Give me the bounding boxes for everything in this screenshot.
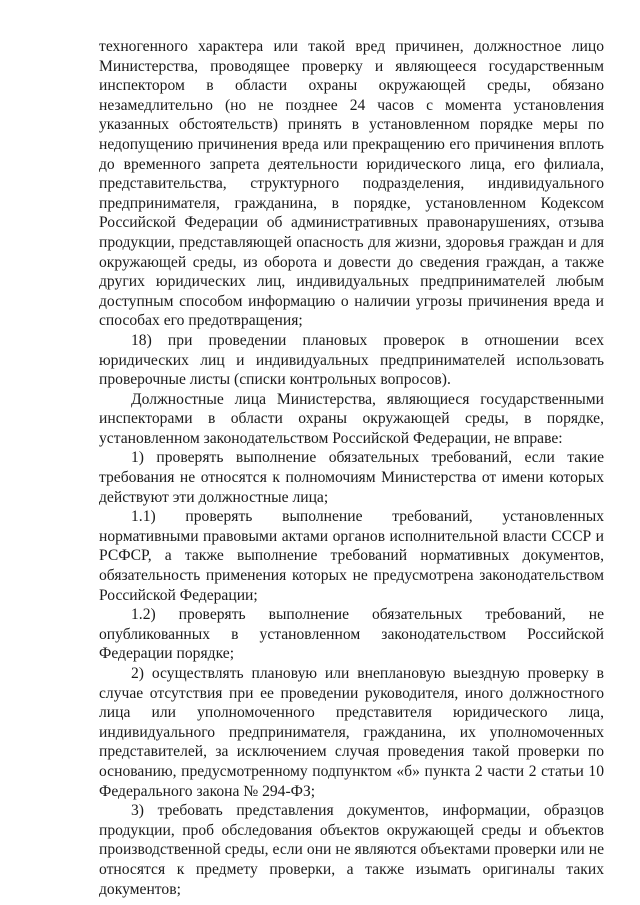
paragraph-item-18: 18) при проведении плановых проверок в отношении всех юридических лиц и индивидуальных предпринимателей использовать проверочные листы (списки контрольных вопросов). [99,331,604,389]
paragraph-item-2: 2) осуществлять плановую или внеплановую выездную проверку в случае отсутствия при ее проведении руководителя, иного должностного лица или уполномоченного представителя юридического лица, индивидуального предпринимателя, гражданина, их уполномоченных представителей, за исключением случая проведения такой проверки по основанию, предусмотренному подпунктом «б» пункта 2 части 2 статьи 10 Федерального закона № 294-ФЗ; [99,665,604,800]
paragraph-item-1-1: 1.1) проверять выполнение требований, установленных нормативными правовыми актами органов исполнительной власти СССР и РСФСР, а также выполнение требований нормативных документов, обязательность применения которых не предусмотрена законодательством Российской Федерации; [99,508,604,604]
paragraph-item-1: 1) проверять выполнение обязательных требований, если такие требования не относятся к полномочиям Министерства от имени которых действуют эти должностные лица; [99,449,604,506]
paragraph-prohibitions-intro: Должностные лица Министерства, являющиеся государственными инспекторами в области охраны окружающей среды, в порядке, установленном законодательством Российской Федерации, не вправе: [99,390,604,447]
paragraph-item-1-2: 1.2) проверять выполнение обязательных требований, не опубликованных в установленном законодательством Российской Федерации порядке; [99,606,604,663]
document-body [99,37,604,899]
paragraph-continuation: техногенного характера или такой вред причинен, должностное лицо Министерства, проводящее проверку и являющееся государственным инспектором в области охраны окружающей среды, обязано незамедлительно (но не позднее 24 часов с момента установления указанных обстоятельств) принять в установленном порядке меры по недопущению причинения вреда или прекращению его причинения вплоть до временного запрета деятельности юридического лица, его филиала, представительства, структурного подразделения, индивидуального предпринимателя, гражданина, в порядке, установленном Кодексом Российской Федерации об административных правонарушениях, отзыва продукции, представляющей опасность для жизни, здоровья граждан и для окружающей среды, из оборота и довести до сведения граждан, а также других юридических лиц, индивидуальных предпринимателей любым доступным способом информацию о наличии угрозы причинения вреда и способах его предотвращения; [99,38,604,330]
paragraph-item-3: 3) требовать представления документов, информации, образцов продукции, проб обследования объектов окружающей среды и объектов производственной среды, если они не являются объектами проверки или не относятся к предмету проверки, а также изымать оригиналы таких документов; [99,802,604,898]
